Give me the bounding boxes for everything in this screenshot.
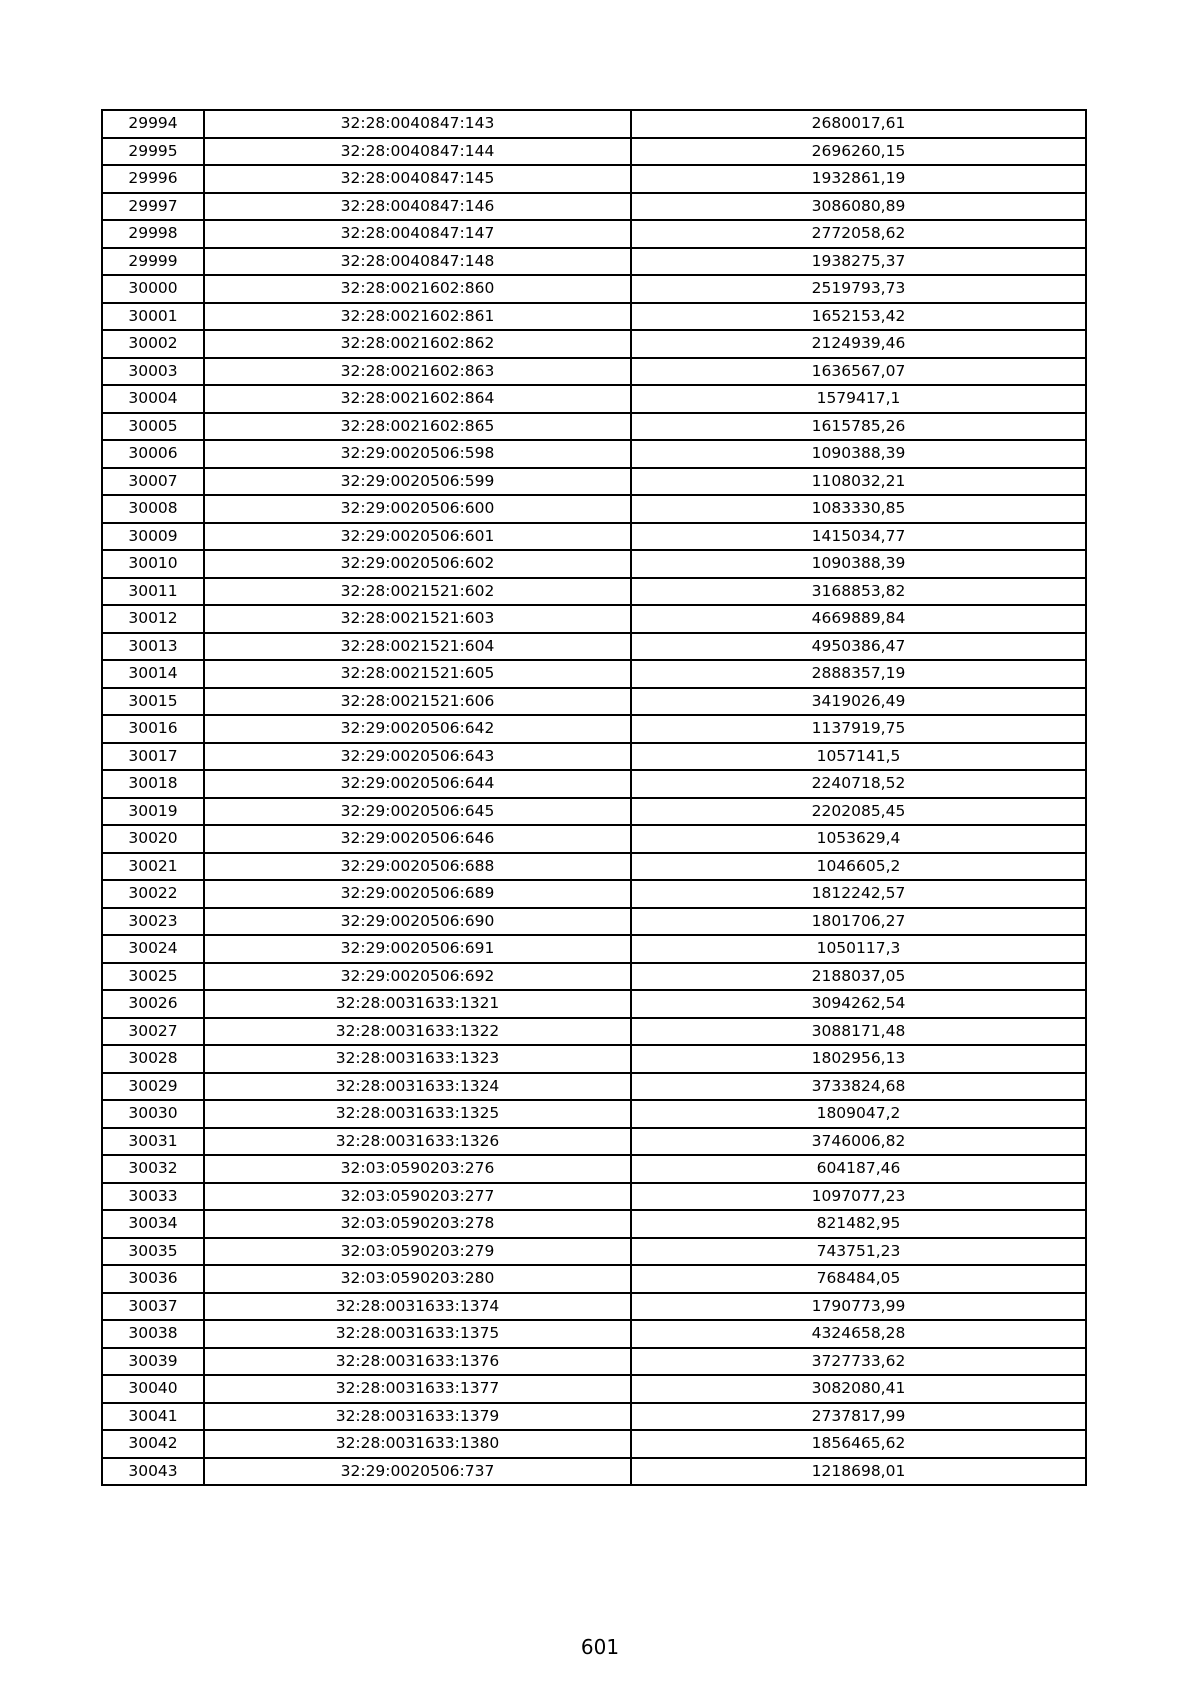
- cadastral-number-cell: 32:29:0020506:599: [204, 468, 631, 496]
- row-number-cell: 30020: [102, 825, 204, 853]
- cadastral-value-cell: 821482,95: [631, 1210, 1086, 1238]
- cadastral-number-cell: 32:03:0590203:280: [204, 1265, 631, 1293]
- row-number-cell: 30011: [102, 578, 204, 606]
- table-row: [102, 963, 1086, 991]
- cadastral-number-cell: 32:28:0021602:863: [204, 358, 631, 386]
- table-row: [102, 1238, 1086, 1266]
- table-row: [102, 1375, 1086, 1403]
- table-row: [102, 1183, 1086, 1211]
- cadastral-number-cell: 32:28:0021521:602: [204, 578, 631, 606]
- row-number-cell: 30039: [102, 1348, 204, 1376]
- cadastral-number-cell: 32:28:0021521:603: [204, 605, 631, 633]
- cadastral-value-cell: 2188037,05: [631, 963, 1086, 991]
- cadastral-value-cell: 1108032,21: [631, 468, 1086, 496]
- cadastral-value-cell: 2680017,61: [631, 110, 1086, 138]
- row-number-cell: 29994: [102, 110, 204, 138]
- row-number-cell: 30029: [102, 1073, 204, 1101]
- cadastral-number-cell: 32:29:0020506:643: [204, 743, 631, 771]
- cadastral-number-cell: 32:28:0031633:1324: [204, 1073, 631, 1101]
- table-row: [102, 1100, 1086, 1128]
- row-number-cell: 30008: [102, 495, 204, 523]
- cadastral-number-cell: 32:29:0020506:600: [204, 495, 631, 523]
- table-row: [102, 523, 1086, 551]
- cadastral-value-cell: 3082080,41: [631, 1375, 1086, 1403]
- cadastral-value-cell: 4669889,84: [631, 605, 1086, 633]
- table-row: [102, 248, 1086, 276]
- row-number-cell: 30005: [102, 413, 204, 441]
- table-row: [102, 413, 1086, 441]
- table-row: [102, 1045, 1086, 1073]
- cadastral-number-cell: 32:29:0020506:644: [204, 770, 631, 798]
- cadastral-number-cell: 32:29:0020506:692: [204, 963, 631, 991]
- cadastral-value-cell: 3088171,48: [631, 1018, 1086, 1046]
- cadastral-number-cell: 32:28:0040847:143: [204, 110, 631, 138]
- cadastral-number-cell: 32:28:0031633:1321: [204, 990, 631, 1018]
- cadastral-value-cell: 3746006,82: [631, 1128, 1086, 1156]
- row-number-cell: 30024: [102, 935, 204, 963]
- table-row: [102, 578, 1086, 606]
- row-number-cell: 30016: [102, 715, 204, 743]
- table-body: [102, 110, 1086, 1485]
- cadastral-value-cell: 1809047,2: [631, 1100, 1086, 1128]
- row-number-cell: 30040: [102, 1375, 204, 1403]
- cadastral-value-cell: 2696260,15: [631, 138, 1086, 166]
- cadastral-value-cell: 1652153,42: [631, 303, 1086, 331]
- cadastral-number-cell: 32:29:0020506:737: [204, 1458, 631, 1486]
- row-number-cell: 30021: [102, 853, 204, 881]
- cadastral-number-cell: 32:28:0021521:605: [204, 660, 631, 688]
- row-number-cell: 30035: [102, 1238, 204, 1266]
- cadastral-value-cell: 1856465,62: [631, 1430, 1086, 1458]
- cadastral-value-cell: 1046605,2: [631, 853, 1086, 881]
- row-number-cell: 30037: [102, 1293, 204, 1321]
- table-row: [102, 798, 1086, 826]
- table-row: [102, 1210, 1086, 1238]
- row-number-cell: 30015: [102, 688, 204, 716]
- cadastral-value-cell: 3094262,54: [631, 990, 1086, 1018]
- table-row: [102, 825, 1086, 853]
- row-number-cell: 29998: [102, 220, 204, 248]
- row-number-cell: 30031: [102, 1128, 204, 1156]
- cadastral-value-cell: 1801706,27: [631, 908, 1086, 936]
- row-number-cell: 30027: [102, 1018, 204, 1046]
- cadastral-value-cell: 1802956,13: [631, 1045, 1086, 1073]
- row-number-cell: 30041: [102, 1403, 204, 1431]
- cadastral-value-cell: 1415034,77: [631, 523, 1086, 551]
- row-number-cell: 30012: [102, 605, 204, 633]
- cadastral-number-cell: 32:29:0020506:691: [204, 935, 631, 963]
- row-number-cell: 30033: [102, 1183, 204, 1211]
- row-number-cell: 30026: [102, 990, 204, 1018]
- cadastral-number-cell: 32:28:0040847:146: [204, 193, 631, 221]
- cadastral-number-cell: 32:28:0021602:865: [204, 413, 631, 441]
- table-row: [102, 990, 1086, 1018]
- row-number-cell: 30002: [102, 330, 204, 358]
- table-row: [102, 1320, 1086, 1348]
- cadastral-value-cell: 1812242,57: [631, 880, 1086, 908]
- row-number-cell: 30009: [102, 523, 204, 551]
- row-number-cell: 30034: [102, 1210, 204, 1238]
- row-number-cell: 29996: [102, 165, 204, 193]
- cadastral-value-cell: 2888357,19: [631, 660, 1086, 688]
- table-row: [102, 880, 1086, 908]
- cadastral-number-cell: 32:28:0021602:860: [204, 275, 631, 303]
- cadastral-value-table: [101, 109, 1087, 1486]
- row-number-cell: 29997: [102, 193, 204, 221]
- row-number-cell: 30032: [102, 1155, 204, 1183]
- table-row: [102, 1155, 1086, 1183]
- cadastral-value-cell: 3419026,49: [631, 688, 1086, 716]
- cadastral-value-cell: 1090388,39: [631, 550, 1086, 578]
- table-row: [102, 358, 1086, 386]
- row-number-cell: 30042: [102, 1430, 204, 1458]
- table-row: [102, 935, 1086, 963]
- row-number-cell: 30007: [102, 468, 204, 496]
- cadastral-value-cell: 2737817,99: [631, 1403, 1086, 1431]
- cadastral-number-cell: 32:28:0031633:1322: [204, 1018, 631, 1046]
- cadastral-number-cell: 32:28:0021602:862: [204, 330, 631, 358]
- table-row: [102, 440, 1086, 468]
- table-row: [102, 770, 1086, 798]
- cadastral-number-cell: 32:28:0040847:145: [204, 165, 631, 193]
- cadastral-value-cell: 1579417,1: [631, 385, 1086, 413]
- cadastral-number-cell: 32:28:0040847:148: [204, 248, 631, 276]
- cadastral-number-cell: 32:03:0590203:276: [204, 1155, 631, 1183]
- table-row: [102, 385, 1086, 413]
- row-number-cell: 30019: [102, 798, 204, 826]
- table-row: [102, 688, 1086, 716]
- cadastral-value-cell: 768484,05: [631, 1265, 1086, 1293]
- table-row: [102, 1265, 1086, 1293]
- table-row: [102, 743, 1086, 771]
- cadastral-number-cell: 32:28:0021602:864: [204, 385, 631, 413]
- cadastral-value-cell: 1097077,23: [631, 1183, 1086, 1211]
- cadastral-number-cell: 32:29:0020506:601: [204, 523, 631, 551]
- table-row: [102, 853, 1086, 881]
- cadastral-value-cell: 3086080,89: [631, 193, 1086, 221]
- table-row: [102, 660, 1086, 688]
- cadastral-value-cell: 2240718,52: [631, 770, 1086, 798]
- cadastral-number-cell: 32:29:0020506:602: [204, 550, 631, 578]
- cadastral-value-cell: 743751,23: [631, 1238, 1086, 1266]
- cadastral-number-cell: 32:29:0020506:642: [204, 715, 631, 743]
- table-row: [102, 468, 1086, 496]
- row-number-cell: 30018: [102, 770, 204, 798]
- table-row: [102, 303, 1086, 331]
- row-number-cell: 30003: [102, 358, 204, 386]
- cadastral-number-cell: 32:28:0031633:1323: [204, 1045, 631, 1073]
- cadastral-number-cell: 32:29:0020506:689: [204, 880, 631, 908]
- row-number-cell: 30025: [102, 963, 204, 991]
- cadastral-number-cell: 32:28:0031633:1375: [204, 1320, 631, 1348]
- row-number-cell: 29999: [102, 248, 204, 276]
- table-row: [102, 1403, 1086, 1431]
- cadastral-number-cell: 32:28:0021521:604: [204, 633, 631, 661]
- table-row: [102, 165, 1086, 193]
- cadastral-number-cell: 32:28:0040847:147: [204, 220, 631, 248]
- cadastral-value-cell: 1218698,01: [631, 1458, 1086, 1486]
- row-number-cell: 30000: [102, 275, 204, 303]
- table-row: [102, 1348, 1086, 1376]
- table-row: [102, 633, 1086, 661]
- cadastral-value-cell: 1083330,85: [631, 495, 1086, 523]
- cadastral-value-cell: 1057141,5: [631, 743, 1086, 771]
- cadastral-number-cell: 32:28:0031633:1325: [204, 1100, 631, 1128]
- row-number-cell: 30004: [102, 385, 204, 413]
- cadastral-value-cell: 1090388,39: [631, 440, 1086, 468]
- cadastral-value-cell: 604187,46: [631, 1155, 1086, 1183]
- row-number-cell: 30017: [102, 743, 204, 771]
- cadastral-number-cell: 32:03:0590203:277: [204, 1183, 631, 1211]
- row-number-cell: 29995: [102, 138, 204, 166]
- cadastral-number-cell: 32:03:0590203:278: [204, 1210, 631, 1238]
- table-row: [102, 1293, 1086, 1321]
- cadastral-value-cell: 1790773,99: [631, 1293, 1086, 1321]
- row-number-cell: 30043: [102, 1458, 204, 1486]
- table-row: [102, 550, 1086, 578]
- cadastral-value-cell: 1932861,19: [631, 165, 1086, 193]
- cadastral-value-cell: 4324658,28: [631, 1320, 1086, 1348]
- cadastral-value-cell: 3727733,62: [631, 1348, 1086, 1376]
- cadastral-value-cell: 2772058,62: [631, 220, 1086, 248]
- cadastral-number-cell: 32:28:0021602:861: [204, 303, 631, 331]
- row-number-cell: 30013: [102, 633, 204, 661]
- table-row: [102, 908, 1086, 936]
- cadastral-number-cell: 32:28:0031633:1380: [204, 1430, 631, 1458]
- cadastral-number-cell: 32:28:0031633:1326: [204, 1128, 631, 1156]
- row-number-cell: 30036: [102, 1265, 204, 1293]
- row-number-cell: 30022: [102, 880, 204, 908]
- cadastral-number-cell: 32:28:0040847:144: [204, 138, 631, 166]
- table-row: [102, 1458, 1086, 1486]
- cadastral-value-cell: 2124939,46: [631, 330, 1086, 358]
- table-row: [102, 110, 1086, 138]
- cadastral-value-cell: 2202085,45: [631, 798, 1086, 826]
- row-number-cell: 30001: [102, 303, 204, 331]
- table-row: [102, 138, 1086, 166]
- cadastral-number-cell: 32:29:0020506:688: [204, 853, 631, 881]
- cadastral-number-cell: 32:29:0020506:646: [204, 825, 631, 853]
- cadastral-number-cell: 32:28:0031633:1377: [204, 1375, 631, 1403]
- row-number-cell: 30038: [102, 1320, 204, 1348]
- row-number-cell: 30030: [102, 1100, 204, 1128]
- cadastral-number-cell: 32:28:0031633:1374: [204, 1293, 631, 1321]
- cadastral-value-cell: 1636567,07: [631, 358, 1086, 386]
- cadastral-number-cell: 32:03:0590203:279: [204, 1238, 631, 1266]
- cadastral-number-cell: 32:29:0020506:598: [204, 440, 631, 468]
- cadastral-number-cell: 32:29:0020506:645: [204, 798, 631, 826]
- cadastral-value-cell: 3168853,82: [631, 578, 1086, 606]
- cadastral-number-cell: 32:28:0031633:1379: [204, 1403, 631, 1431]
- cadastral-number-cell: 32:28:0031633:1376: [204, 1348, 631, 1376]
- cadastral-value-cell: 1615785,26: [631, 413, 1086, 441]
- row-number-cell: 30010: [102, 550, 204, 578]
- cadastral-value-cell: 1050117,3: [631, 935, 1086, 963]
- row-number-cell: 30023: [102, 908, 204, 936]
- cadastral-value-cell: 1137919,75: [631, 715, 1086, 743]
- table-row: [102, 1073, 1086, 1101]
- page-number: 601: [580, 1635, 620, 1659]
- row-number-cell: 30028: [102, 1045, 204, 1073]
- table-row: [102, 220, 1086, 248]
- cadastral-value-cell: 3733824,68: [631, 1073, 1086, 1101]
- cadastral-value-cell: 1053629,4: [631, 825, 1086, 853]
- table-row: [102, 193, 1086, 221]
- cadastral-value-cell: 4950386,47: [631, 633, 1086, 661]
- cadastral-number-cell: 32:28:0021521:606: [204, 688, 631, 716]
- table-row: [102, 275, 1086, 303]
- table-row: [102, 1430, 1086, 1458]
- row-number-cell: 30014: [102, 660, 204, 688]
- cadastral-value-cell: 2519793,73: [631, 275, 1086, 303]
- table-row: [102, 495, 1086, 523]
- table-row: [102, 605, 1086, 633]
- cadastral-value-cell: 1938275,37: [631, 248, 1086, 276]
- row-number-cell: 30006: [102, 440, 204, 468]
- table-row: [102, 330, 1086, 358]
- cadastral-number-cell: 32:29:0020506:690: [204, 908, 631, 936]
- table-row: [102, 1018, 1086, 1046]
- table-row: [102, 1128, 1086, 1156]
- table-row: [102, 715, 1086, 743]
